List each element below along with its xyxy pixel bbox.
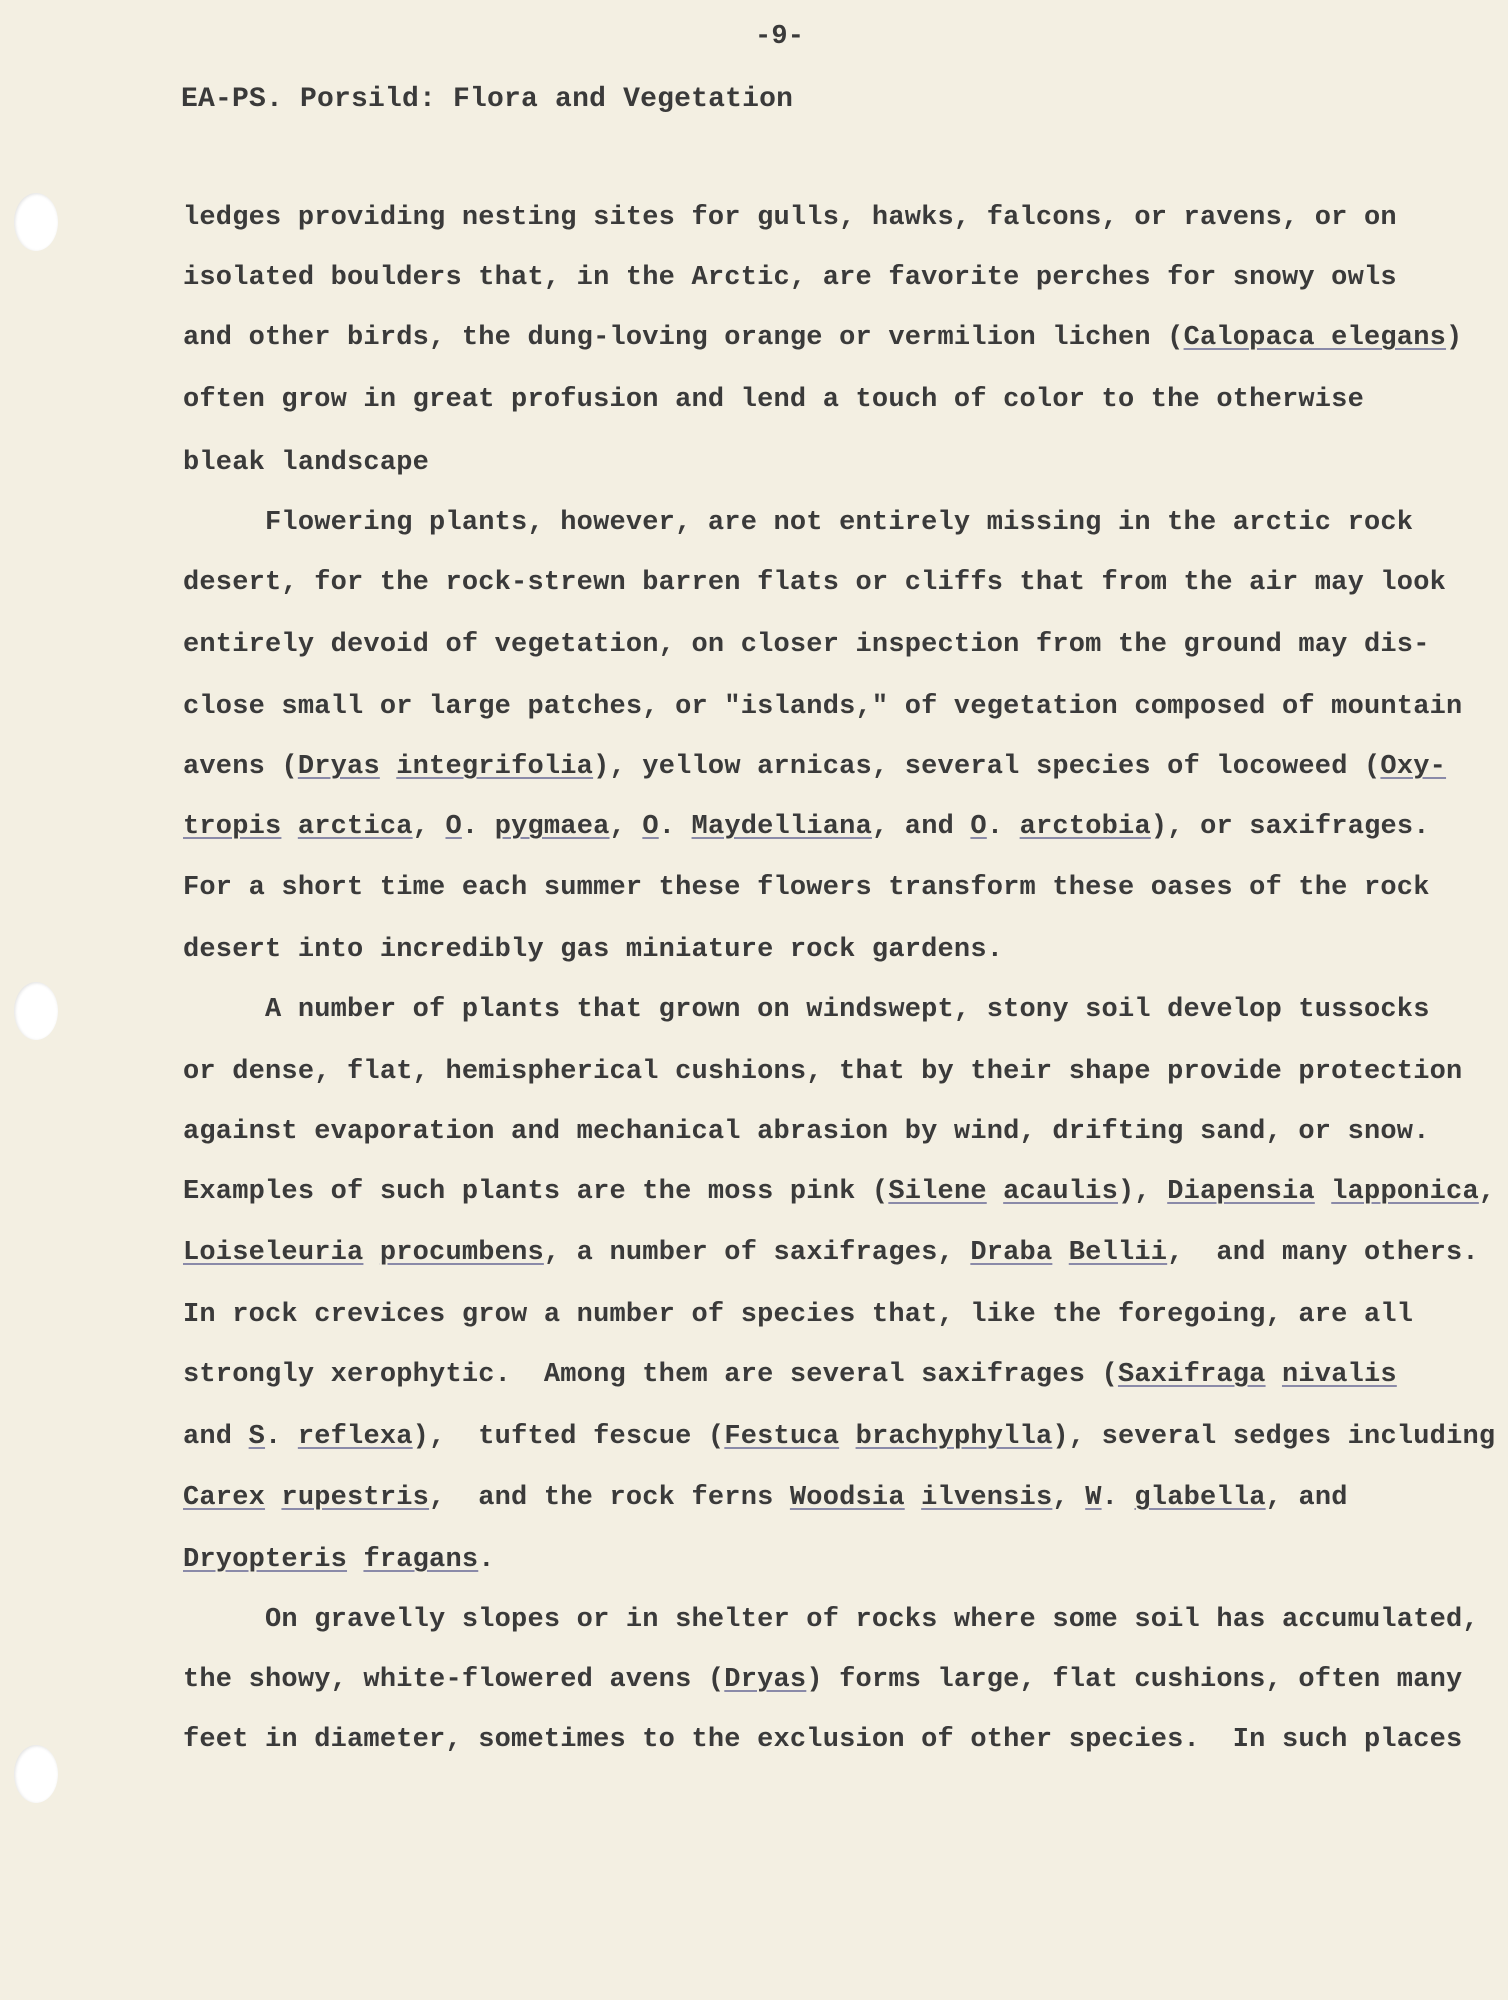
underlined-species-name: Loiseleuria	[183, 1238, 364, 1268]
body-line	[183, 448, 429, 478]
text-segment: , and the rock ferns	[429, 1483, 790, 1513]
text-segment	[265, 1483, 281, 1513]
underlined-species-name: acaulis	[1003, 1177, 1118, 1207]
body-line	[183, 385, 1364, 415]
text-segment: .	[658, 812, 692, 842]
text-segment: ), tufted fescue (	[412, 1422, 725, 1452]
underlined-species-name: integrifolia	[396, 752, 594, 782]
underlined-species-name: pygmaea	[494, 812, 610, 842]
text-segment	[1266, 1360, 1282, 1390]
body-line	[183, 1725, 1462, 1755]
underlined-species-name: Draba	[970, 1238, 1053, 1268]
underlined-species-name: Maydelliana	[691, 812, 872, 842]
text-segment: .	[1101, 1483, 1135, 1513]
text-segment: often grow in great profusion and lend a touch of color to the otherwise	[183, 385, 1364, 415]
text-segment: or dense, flat, hemispherical cushions, that by their shape provide protection	[183, 1057, 1463, 1087]
body-line	[183, 752, 1446, 782]
text-segment	[380, 752, 396, 782]
text-segment: , and	[871, 812, 971, 842]
body-line	[183, 1057, 1462, 1087]
body-line	[183, 995, 1430, 1025]
underlined-species-name: Dryopteris	[183, 1545, 348, 1575]
text-segment: ) forms large, flat cushions, often many	[806, 1665, 1463, 1695]
body-line	[183, 263, 1397, 293]
text-segment: avens (	[183, 752, 298, 782]
text-segment: strongly xerophytic. Among them are several saxifrages (	[183, 1360, 1118, 1390]
text-segment: bleak landscape	[183, 448, 430, 478]
text-segment: , and many others.	[1167, 1238, 1479, 1268]
underlined-species-name: O	[970, 812, 987, 842]
text-segment: .	[265, 1422, 298, 1452]
text-segment: and other birds, the dung-loving orange or vermilion lichen (	[183, 323, 1184, 353]
text-segment: Examples of such plants are the moss pink (	[183, 1177, 889, 1207]
body-line	[183, 1177, 1495, 1207]
text-segment	[905, 1483, 921, 1513]
text-segment: the showy, white-flowered avens (	[183, 1665, 725, 1695]
underlined-species-name: Woodsia	[789, 1483, 905, 1513]
body-line	[183, 508, 1413, 538]
text-segment: ledges providing nesting sites for gulls, hawks, falcons, or ravens, or on	[183, 203, 1397, 233]
underlined-species-name: Calopaca elegans	[1183, 323, 1447, 353]
punch-hole-top	[14, 193, 58, 251]
underlined-species-name: glabella	[1134, 1483, 1266, 1513]
underlined-species-name: brachyphylla	[855, 1422, 1053, 1452]
body-line	[183, 323, 1462, 353]
body-line	[183, 935, 1003, 965]
text-segment: close small or large patches, or "islands," of vegetation composed of mountain	[183, 692, 1463, 722]
underlined-species-name: Oxy-	[1380, 752, 1447, 782]
underlined-species-name: ilvensis	[921, 1483, 1053, 1513]
text-segment: ,	[412, 812, 446, 842]
text-segment: ), several sedges including	[1052, 1422, 1496, 1452]
underlined-species-name: Silene	[888, 1177, 987, 1207]
underlined-species-name: Festuca	[724, 1422, 840, 1452]
text-segment: isolated boulders that, in the Arctic, are favorite perches for snowy owls	[183, 263, 1397, 293]
body-line	[183, 1300, 1413, 1330]
body-line	[183, 1422, 1495, 1452]
text-segment: For a short time each summer these flowers transform these oases of the rock	[183, 873, 1430, 903]
underlined-species-name: Bellii	[1068, 1238, 1168, 1268]
underlined-species-name: S	[248, 1422, 266, 1452]
underlined-species-name: Dryas	[297, 752, 380, 782]
text-segment: entirely devoid of vegetation, on closer inspection from the ground may dis-	[183, 630, 1430, 660]
text-segment	[281, 812, 297, 842]
text-segment: ,	[1478, 1177, 1496, 1207]
underlined-species-name: W	[1085, 1483, 1102, 1513]
text-segment: ), yellow arnicas, several species of locoweed (	[593, 752, 1381, 782]
body-line	[183, 1117, 1430, 1147]
text-segment: In rock crevices grow a number of species that, like the foregoing, are all	[183, 1300, 1414, 1330]
body-line	[183, 1360, 1397, 1390]
text-segment: .	[986, 812, 1020, 842]
text-segment: ), or saxifrages.	[1150, 812, 1430, 842]
underlined-species-name: arctica	[297, 812, 413, 842]
text-segment: and	[183, 1422, 249, 1452]
underlined-species-name: lapponica	[1331, 1177, 1479, 1207]
text-segment: feet in diameter, sometimes to the exclusion of other species. In such places	[183, 1725, 1463, 1755]
underlined-species-name: O	[642, 812, 659, 842]
underlined-species-name: tropis	[183, 812, 282, 842]
body-line	[183, 630, 1430, 660]
body-line	[183, 1545, 495, 1575]
body-line	[183, 1483, 1348, 1513]
text-segment: .	[478, 1545, 495, 1575]
text-segment: , and	[1265, 1483, 1348, 1513]
punch-hole-bottom	[14, 1745, 58, 1803]
underlined-species-name: rupestris	[281, 1483, 430, 1513]
underlined-species-name: procumbens	[379, 1238, 544, 1268]
underlined-species-name: Saxifraga	[1117, 1360, 1266, 1390]
body-line	[183, 812, 1430, 842]
underlined-species-name: Diapensia	[1167, 1177, 1315, 1207]
text-segment	[1315, 1177, 1331, 1207]
underlined-species-name: Dryas	[724, 1665, 807, 1695]
body-line	[183, 1238, 1479, 1268]
running-head: EA-PS. Porsild: Flora and Vegetation	[181, 84, 794, 115]
underlined-species-name: Carex	[183, 1483, 266, 1513]
underlined-species-name: fragans	[363, 1545, 479, 1575]
body-line	[183, 1665, 1462, 1695]
body-line	[183, 203, 1397, 233]
text-segment: desert, for the rock-strewn barren flats or cliffs that from the air may look	[183, 568, 1447, 598]
underlined-species-name: O	[445, 812, 462, 842]
text-segment: ),	[1117, 1177, 1168, 1207]
body-line	[183, 568, 1446, 598]
text-segment	[987, 1177, 1003, 1207]
body-line	[183, 1605, 1479, 1635]
text-segment: )	[1446, 323, 1463, 353]
text-segment: , a number of saxifrages,	[543, 1238, 971, 1268]
text-segment	[363, 1238, 379, 1268]
text-segment	[1052, 1238, 1068, 1268]
text-segment: On gravelly slopes or in shelter of rocks where some soil has accumulated,	[183, 1605, 1479, 1635]
text-segment: A number of plants that grown on windswept, stony soil develop tussocks	[183, 995, 1430, 1025]
text-segment: ,	[1052, 1483, 1086, 1513]
underlined-species-name: reflexa	[297, 1422, 413, 1452]
text-segment	[347, 1545, 363, 1575]
body-line	[183, 692, 1462, 722]
underlined-species-name: nivalis	[1281, 1360, 1397, 1390]
text-segment: desert into incredibly gas miniature rock gardens.	[183, 935, 1004, 965]
text-segment: ,	[609, 812, 643, 842]
page-number: -9-	[755, 22, 805, 52]
underlined-species-name: arctobia	[1019, 812, 1151, 842]
text-segment: Flowering plants, however, are not entirely missing in the arctic rock	[183, 508, 1414, 538]
text-segment	[839, 1422, 855, 1452]
text-segment: against evaporation and mechanical abrasion by wind, drifting sand, or snow.	[183, 1117, 1430, 1147]
text-segment: .	[461, 812, 495, 842]
punch-hole-middle	[14, 982, 58, 1040]
body-line	[183, 873, 1430, 903]
